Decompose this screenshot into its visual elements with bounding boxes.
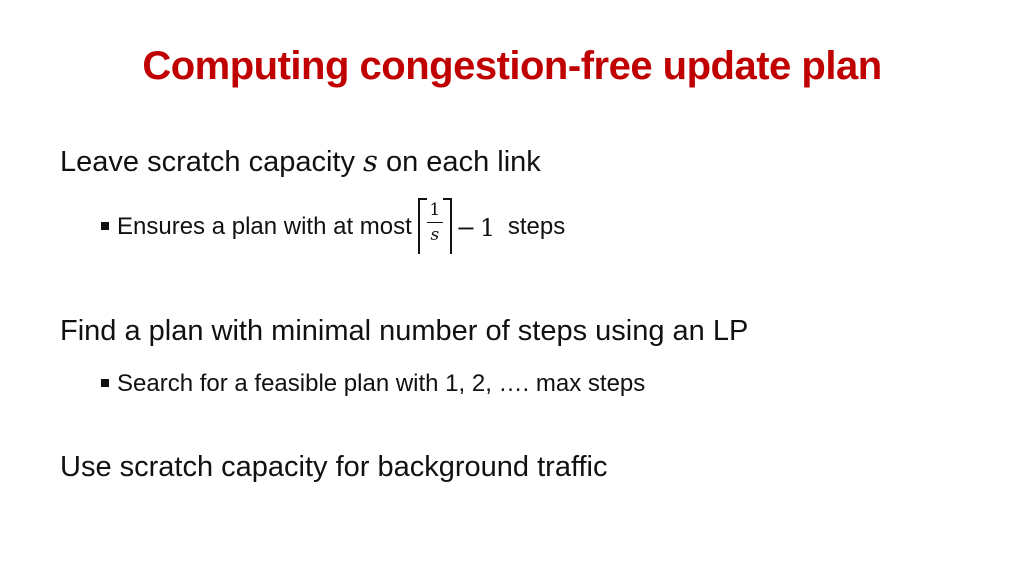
bullet-text-before: Leave scratch capacity [60, 146, 364, 178]
slide-title: Computing congestion-free update plan [142, 44, 882, 88]
subbullet-ensures-plan [101, 196, 565, 259]
fraction-numerator: 1 [429, 199, 441, 220]
ceiling-brackets [418, 196, 452, 254]
ceiling-left-bracket [418, 198, 427, 254]
ceiling-right-bracket [443, 198, 452, 254]
fraction [427, 200, 443, 245]
bullet-minimal-steps: Find a plan with minimal number of steps using an LP [60, 315, 749, 347]
subbullet-search-feasible [101, 370, 645, 398]
formula-minus-operator: − [455, 213, 476, 242]
bullet-scratch-capacity [60, 144, 541, 179]
square-bullet-icon [101, 222, 109, 230]
subbullet-text-before: Ensures a plan with at most [117, 213, 412, 240]
square-bullet-icon [101, 379, 109, 387]
fraction-denominator: s [430, 224, 440, 245]
bullet-background-traffic: Use scratch capacity for background traffic [60, 451, 608, 483]
variable-s: s [363, 144, 378, 178]
formula-constant: 1 [479, 213, 496, 242]
ceiling-fraction-formula [418, 196, 495, 259]
subbullet-text: Search for a feasible plan with 1, 2, …. max steps [117, 370, 646, 397]
subbullet-text-after: steps [501, 213, 566, 240]
bullet-text-after: on each link [377, 146, 541, 178]
fraction-bar [427, 222, 443, 223]
